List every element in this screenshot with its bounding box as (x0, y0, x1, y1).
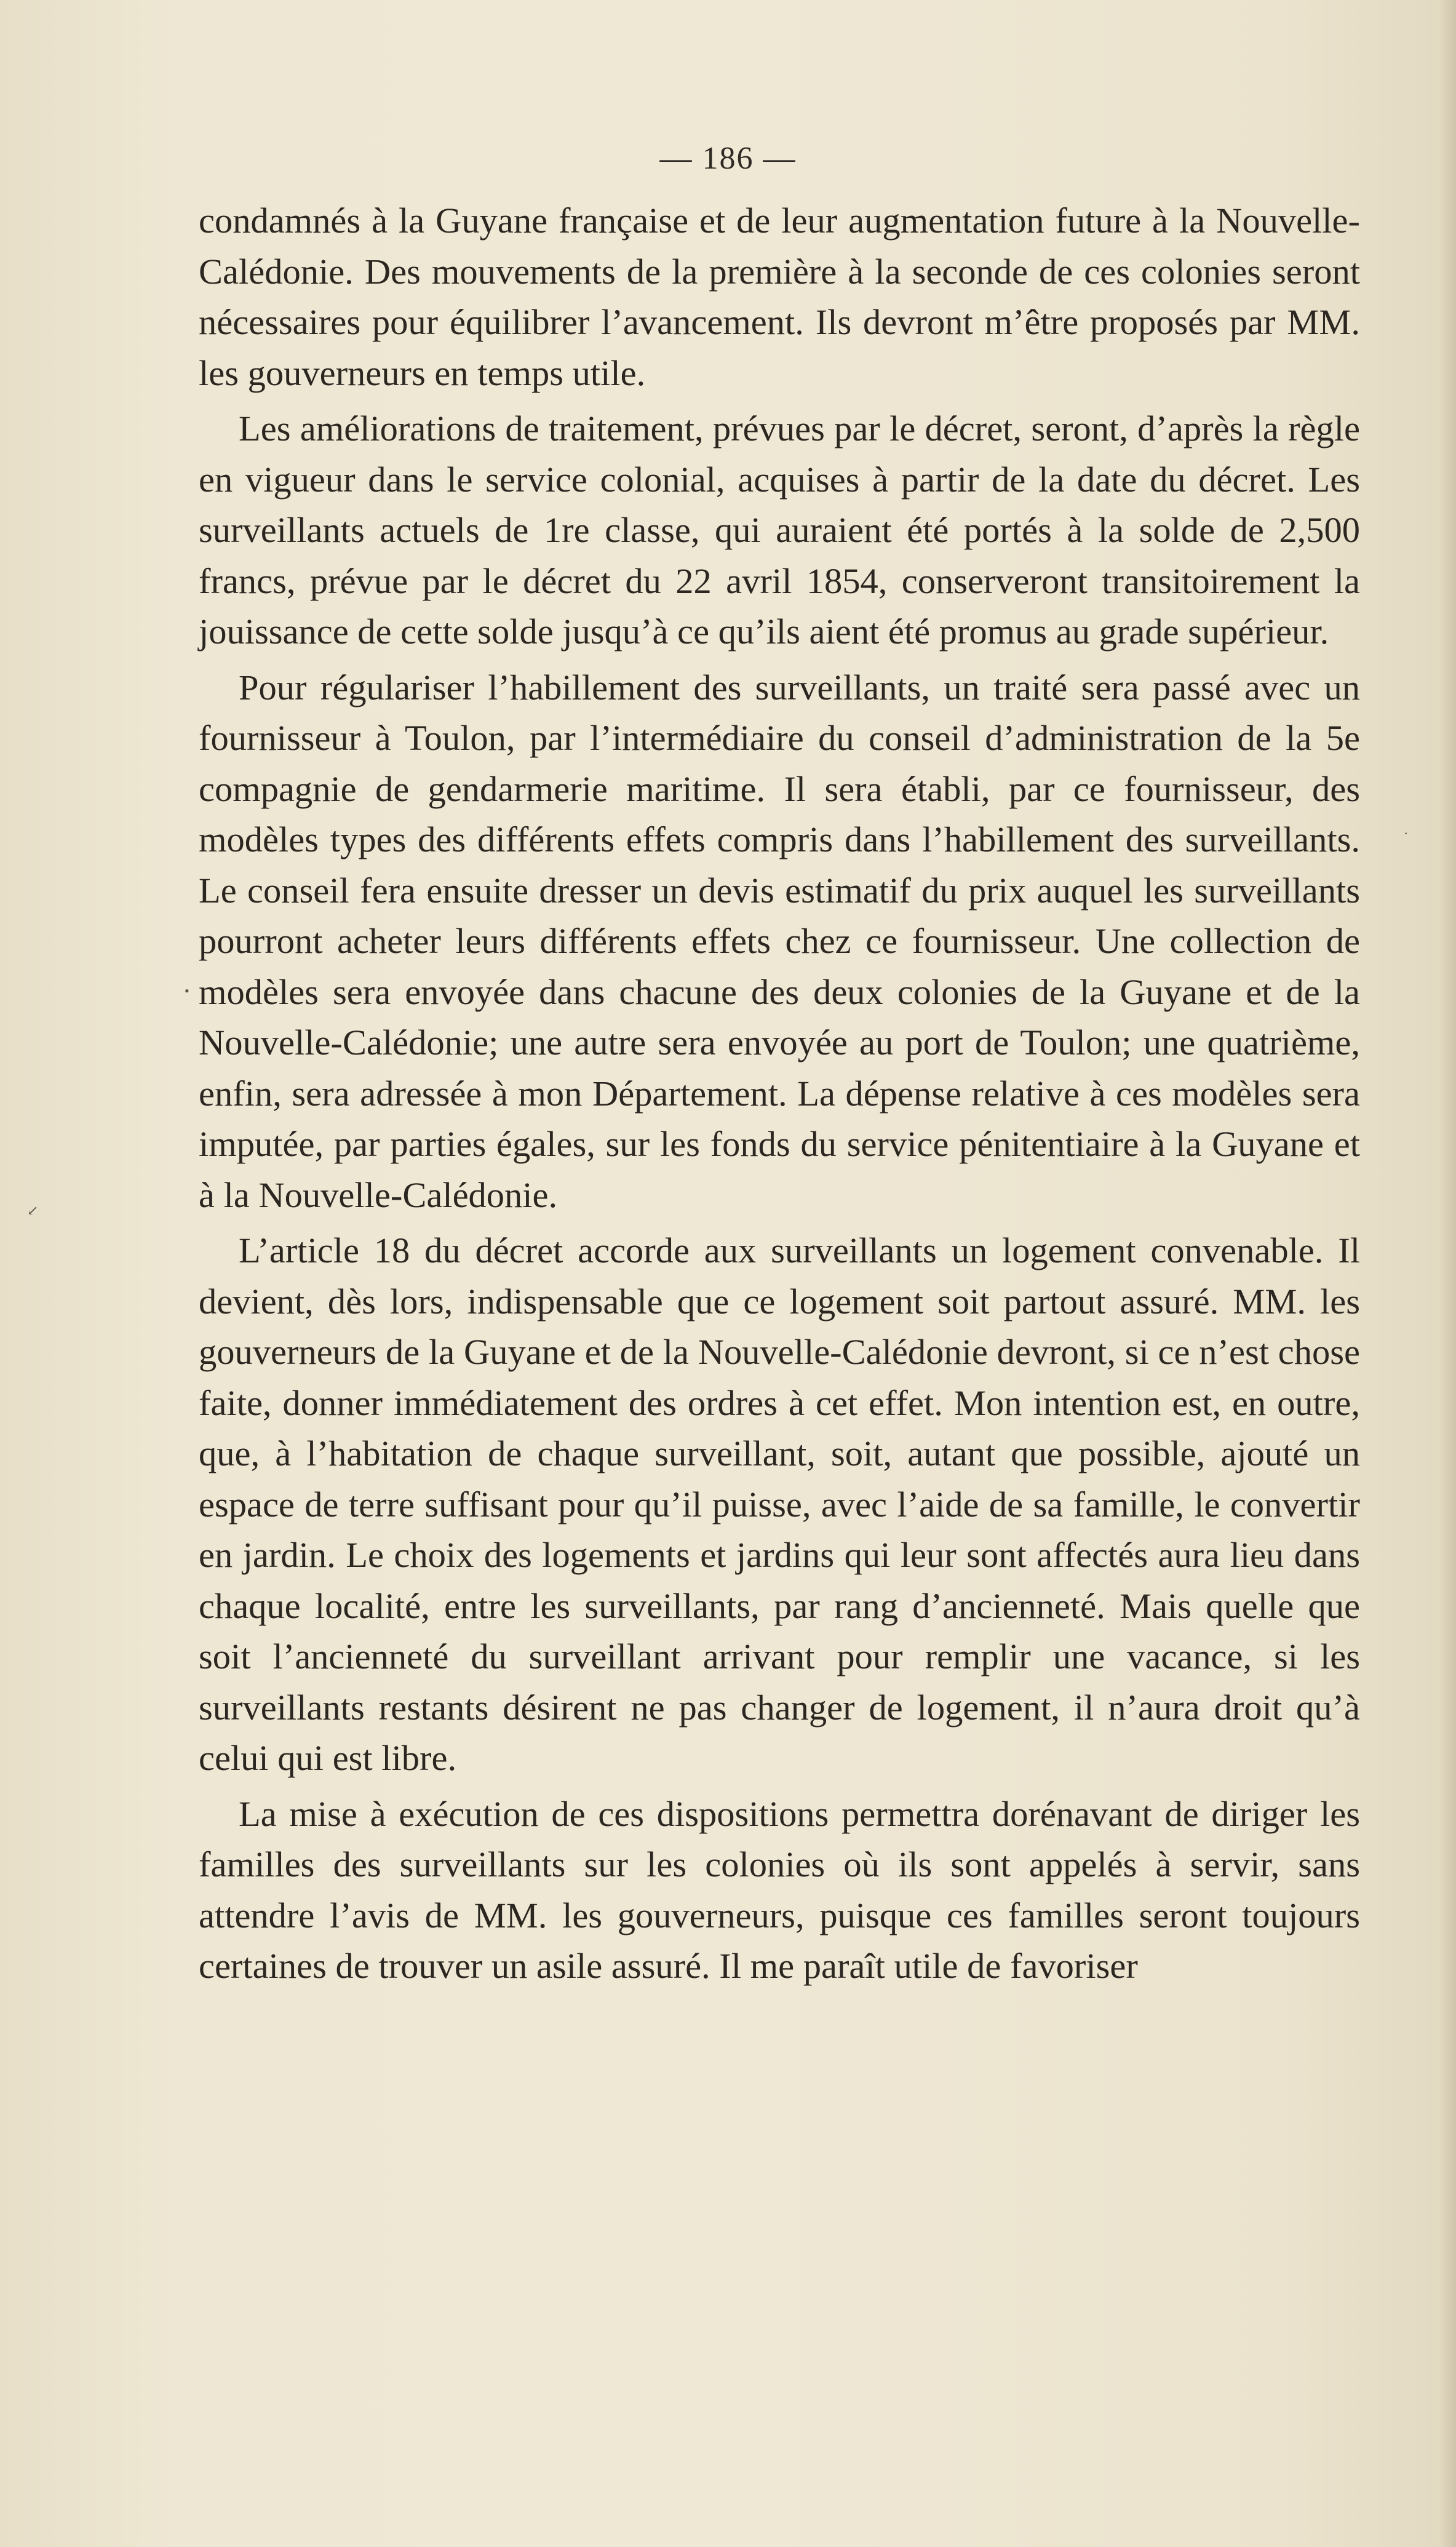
paragraph-5: La mise à exécution de ces dispositions permettra dorénavant de diriger les familles des surveillants sur les colonies où ils sont appelés à servir, sans attendre l’avis de MM. les gouverneurs, puisque ces familles seront toujours certaines de trouver un asile assuré. Il me paraît utile de favoriser (199, 1793, 1360, 1986)
ink-speck: · (1404, 826, 1409, 841)
paragraph-2: Les améliorations de traitement, prévues par le décret, seront, d’après la règle en vigueur dans le service colonial, acquises à partir de la date du décret. Les surveillants actuels de 1re classe, qui auraient été portés à la solde de 2,500 francs, prévue par le décret du 22 avril 1854, conserveront transitoirement la jouissance de cette solde jusqu’à ce qu’ils aient été promus au grade supérieur. (199, 409, 1360, 652)
paragraph-4: L’article 18 du décret accorde aux surveillants un logement convenable. Il devient, dès lors, indispensable que ce logement soit partout assuré. MM. les gouverneurs de la Guyane et de la Nouvelle-Calédonie devront, si ce n’est chose faite, donner immédiatement des ordres à cet effet. Mon intention est, en outre, que, à l’habitation de chaque surveillant, soit, autant que possible, ajouté un espace de terre suffisant pour qu’il puisse, avec l’aide de sa famille, le convertir en jardin. Le choix des logements et jardins qui leur sont affectés aura lieu dans chaque localité, entre les surveillants, par rang d’ancienneté. Mais quelle que soit l’ancienneté du surveillant arrivant pour remplir une vacance, si les surveillants restants désirent ne pas changer de logement, il n’aura droit qu’à celui qui est libre. (199, 1230, 1360, 1778)
paragraph-3: Pour régulariser l’habillement des surveillants, un traité sera passé avec un fournisseur à Toulon, par l’intermédiaire du conseil d’administration de la 5e compagnie de gendarmerie maritime. Il sera établi, par ce fournisseur, des modèles types des différents effets compris dans l’habillement des surveillants. Le conseil fera ensuite dresser un devis estimatif du prix auquel les surveillants pourront acheter leurs différents effets chez ce fournisseur. Une collection de modèles sera envoyée dans chacune des deux colonies de la Guyane et de la Nouvelle-Calédonie; une autre sera envoyée au port de Toulon; une quatrième, enfin, sera adressée à mon Département. La dépense relative à ces modèles sera imputée, par parties égales, sur les fonds du service pénitentiaire à la Guyane et à la Nouvelle-Calédonie. (199, 667, 1360, 1215)
paragraph-1: condamnés à la Guyane française et de leur augmentation future à la Nouvelle-Calédonie. Des mouvements de la première à la seconde de ces colonies seront nécessaires pour équilibrer l’avancement. Ils devront m’être proposés par MM. les gouverneurs en temps utile. (199, 201, 1360, 393)
ink-speck: ↙ (27, 1203, 39, 1218)
page-number: — 186 — (659, 141, 797, 176)
body-text (199, 196, 1360, 1992)
page-edge-shadow (1439, 0, 1456, 2547)
ink-speck: • (185, 983, 189, 998)
